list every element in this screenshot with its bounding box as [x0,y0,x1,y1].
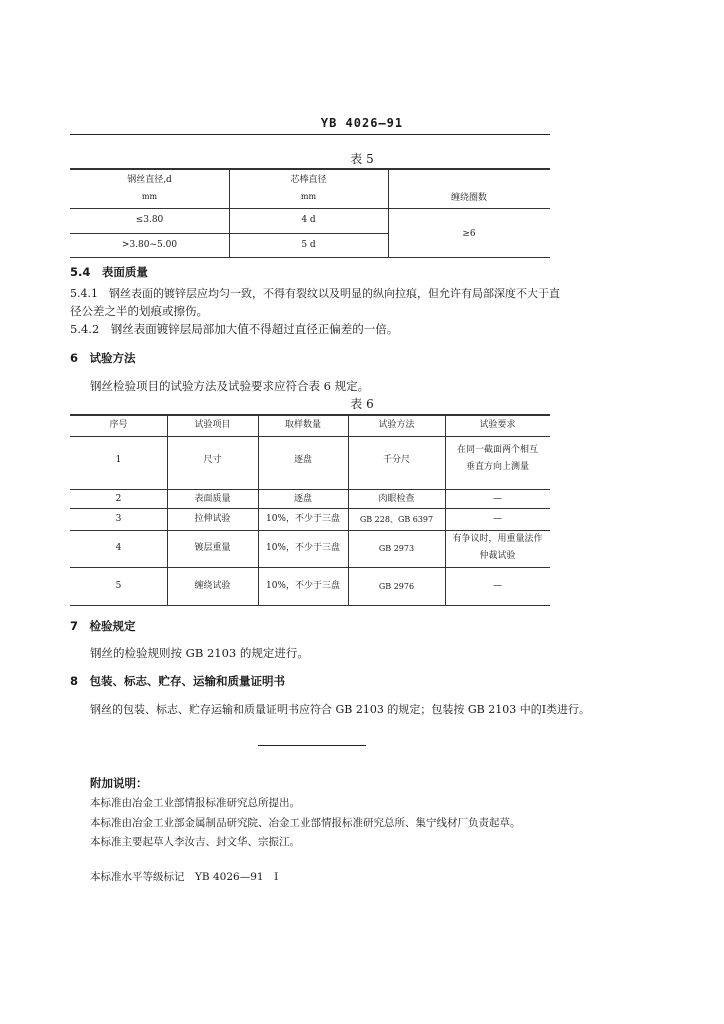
level-mark: 本标准水平等级标记 YB 4026—91 Ⅰ [90,871,279,883]
table6-row3-item: 拉伸试验 [194,514,231,524]
table6-row4-sample: 10%，不少于三盘 [265,543,340,553]
section-6-intro: 钢丝检验项目的试验方法及试验要求应符合表 6 规定。 [90,379,370,393]
section-5-4-2: 5.4.2 钢丝表面镀锌层局部加大值不得超过直径正偏差的一倍。 [70,322,399,336]
table6-row1-req-line2: 垂直方向上测量 [465,462,529,472]
table5-turns: ≥6 [462,229,476,239]
table6-row5-req: — [493,581,502,591]
table6-header-method: 试验方法 [378,420,415,430]
table5-col1-header: 钢丝直径,d [127,175,172,185]
notes-line1: 本标准由冶金工业部情报标准研究总所提出。 [90,797,300,809]
table6-row1-req-line1: 在同一截面两个相互 [456,445,538,455]
table6-header-sample: 取样数量 [284,420,321,430]
table6-row5-item: 缠绕试验 [194,581,231,591]
table6-row4-item: 镀层重量 [194,543,231,553]
table6-row5-sample: 10%，不少于三盘 [265,581,340,591]
section-7-title: 7 检验规定 [70,619,136,633]
table6-header-no: 序号 [109,420,128,430]
section-7-text: 钢丝的检验规则按 GB 2103 的规定进行。 [90,646,309,660]
table6-caption: 表 6 [350,397,374,411]
table6-row4-no: 4 [115,543,122,553]
section-5-4-1-line1: 5.4.1 钢丝表面的镀锌层应均匀一致，不得有裂纹以及明显的纵向拉痕，但允许有局部深度不大于直 [70,287,560,300]
table5-row1-diameter: ≤3.80 [135,215,164,225]
table6-header-item: 试验项目 [194,420,231,430]
table5-row2-diameter: >3.80~5.00 [121,240,178,250]
table5-col1-unit: mm [141,192,158,201]
section-5-4-1-line2: 径公差之半的划痕或擦伤。 [70,304,208,318]
table6-row2-sample: 逐盘 [293,494,312,504]
table5-row1-mandrel: 4 d [301,215,316,225]
section-5-4-title: 5.4 表面质量 [70,265,148,279]
table6-row4-req-line1: 有争议时，用重量法作 [452,534,543,544]
notes-line2: 本标准由冶金工业部金属制品研究院、冶金工业部情报标准研究总所、集宁线材厂负责起草。 [90,817,521,829]
table5 [70,168,550,258]
section-8-title: 8 包装、标志、贮存、运输和质量证明书 [70,674,285,688]
notes-title: 附加说明： [90,776,148,790]
table6-row3-req: — [493,514,502,524]
table6-row3-method: GB 228、GB 6397 [359,515,434,524]
notes-line3: 本标准主要起草人李汝吉、封文华、宗振江。 [90,836,300,848]
table6-row5-method: GB 2976 [378,582,415,591]
table5-col2-header: 芯棒直径 [290,175,327,185]
table6-header-req: 试验要求 [479,420,516,430]
table6 [70,414,550,606]
table5-caption: 表 5 [350,152,374,166]
table6-row2-item: 表面质量 [194,494,231,504]
table6-row1-item: 尺寸 [203,455,222,465]
table6-row2-method: 肉眼检查 [378,494,415,504]
table6-row2-no: 2 [115,494,122,504]
table5-col2-unit: mm [300,192,317,201]
table6-row2-req: — [493,494,502,504]
table5-col3-header: 缠绕圈数 [450,193,487,203]
table6-row3-sample: 10%，不少于三盘 [265,514,340,524]
notes-separator [258,745,366,746]
table6-row1-method: 千分尺 [382,455,410,465]
section-6-title: 6 试验方法 [70,351,136,365]
standard-number-header: YB 4026—91 [320,116,404,130]
section-8-text: 钢丝的包装、标志、贮存运输和质量证明书应符合 GB 2103 的规定；包装按 GB 2103 中的Ⅰ类进行。 [90,703,591,716]
table5-row2-mandrel: 5 d [301,240,316,250]
table6-row4-req-line2: 仲裁试验 [479,551,516,561]
header-rule [70,134,550,135]
table6-row3-no: 3 [115,514,122,524]
table6-row1-no: 1 [115,455,122,465]
table6-row5-no: 5 [115,581,122,591]
table6-row4-method: GB 2973 [378,544,415,553]
table6-row1-sample: 逐盘 [293,455,312,465]
